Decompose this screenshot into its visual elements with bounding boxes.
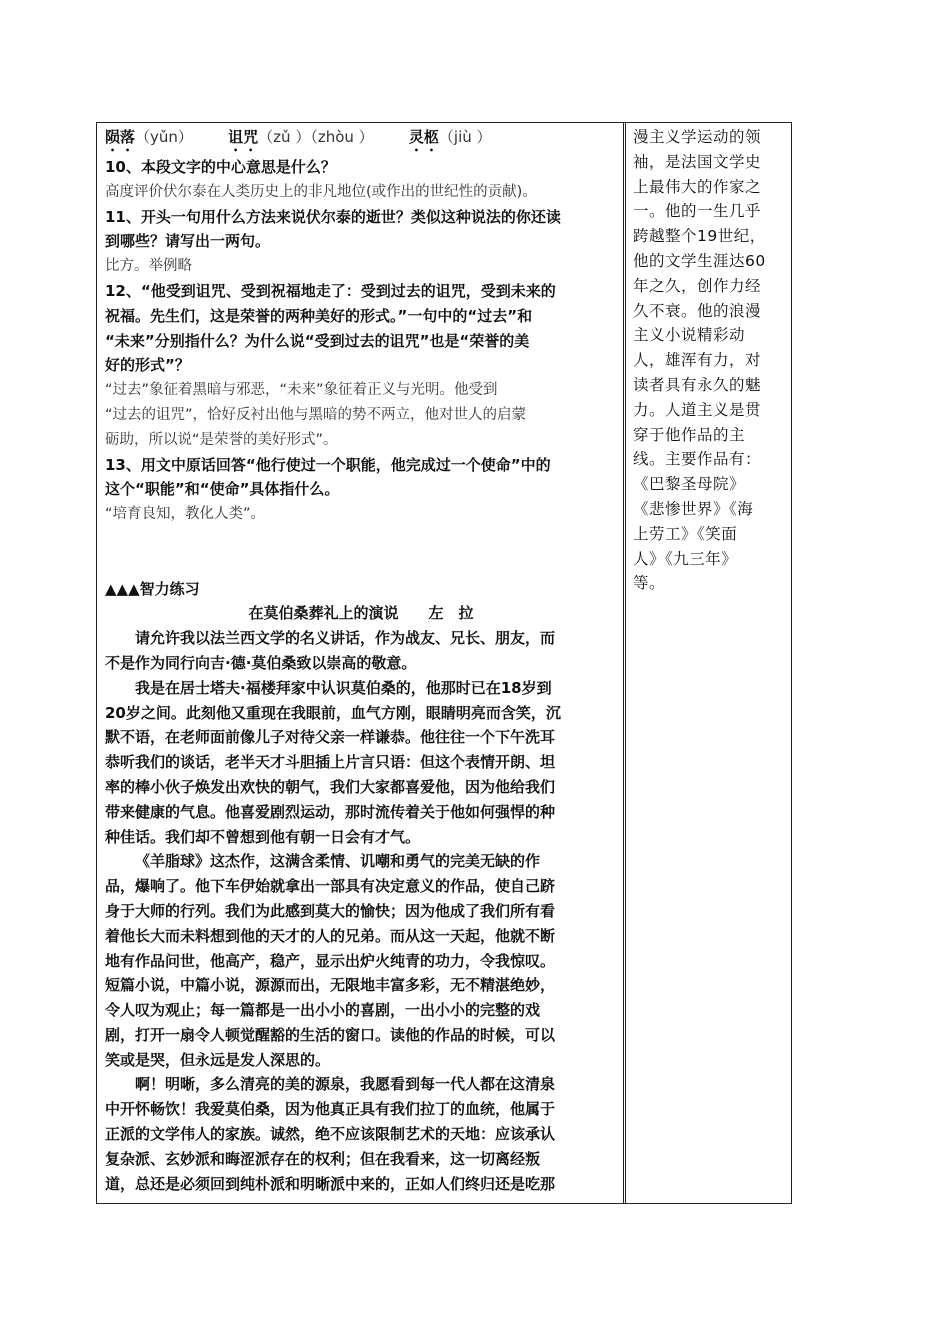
sidebar-line: 力。人道主义是贯 (633, 400, 762, 419)
question-line: “未来”分别指什么？为什么说“受到过去的诅咒”也是“荣誉的美 (105, 331, 530, 350)
essay-line: 笑或是哭，但永远是发人深思的。 (105, 1050, 331, 1069)
question-line: 这个“职能”和“使命”具体指什么。 (105, 480, 340, 499)
main-column (105, 125, 617, 1196)
document-table (96, 122, 792, 1204)
sidebar-line: 等。 (633, 574, 666, 593)
question-line: 到哪些？请写出一两句。 (105, 232, 271, 251)
essay-title: 在莫伯桑葬礼上的演说 (248, 604, 399, 623)
sidebar-line: 线。主要作品有： (633, 450, 762, 469)
essay-line: 复杂派、玄妙派和晦涩派存在的权利；但在我看来，这一切离经叛 (105, 1149, 541, 1168)
sidebar-line: 读者具有永久的魅 (633, 375, 762, 394)
column-divider (625, 123, 626, 1203)
essay-line: 身于大师的行列。我们为此感到莫大的愉快；因为他成了我们所有看 (105, 901, 556, 920)
question-line: 好的形式”？ (105, 356, 190, 375)
essay-line: 请允许我以法兰西文学的名义讲话，作为战友、兄长、朋友，而 (135, 629, 556, 648)
essay-line: 短篇小说，中篇小说，源源而出，无限地丰富多彩，无不精湛绝妙， (105, 976, 556, 995)
essay-body (105, 626, 617, 1196)
answer-line: “过去”象征着黑暗与邪恶，“未来”象征着正义与光明。他受到 (105, 382, 498, 399)
sidebar-line: 穿于他作品的主 (633, 425, 746, 444)
sidebar-line: 上最伟大的作家之 (633, 177, 762, 196)
sidebar-line: 久不衰。他的浪漫 (633, 301, 762, 320)
sidebar-line: 人》《九三年》 (633, 549, 738, 568)
essay-line: 正派的文学伟人的家族。诚然，绝不应该限制艺术的天地：应该承认 (105, 1125, 556, 1144)
sidebar-line: 《巴黎圣母院》 (633, 475, 746, 494)
essay-line: 不是作为同行向吉·德·莫伯桑致以崇高的敬意。 (105, 653, 417, 672)
essay-line: 中开怀畅饮！我爱莫伯桑，因为他真正具有我们拉丁的血统，他属于 (105, 1100, 556, 1119)
sidebar-line: 《悲惨世界》《海 (633, 499, 754, 518)
sidebar-line: 漫主义学运动的领 (633, 128, 762, 146)
sidebar-line: 主义小说精彩动 (633, 326, 746, 345)
essay-line: 率的棒小伙子焕发出欢快的朝气，我们大家都喜爱他，因为他给我们 (105, 777, 556, 796)
essay-line: 啊！明晰，多么清亮的美的源泉，我愿看到每一代人都在这清泉 (135, 1075, 556, 1094)
sidebar-line: 跨越整个19世纪， (633, 227, 766, 246)
essay-line: 我是在居士塔夫·福楼拜家中认识莫伯桑的，他那时已在18岁到 (135, 678, 552, 697)
sidebar-line: 一。他的一生几乎 (633, 202, 762, 221)
answer-line: “过去的诅咒”，恰好反衬出他与黑暗的势不两立，他对世人的启蒙 (105, 406, 527, 423)
column-divider-inner (623, 123, 624, 1203)
sidebar-notes (633, 125, 785, 596)
essay-title-line (105, 601, 617, 626)
vocab-pinyin: （jiù ） (438, 128, 492, 146)
sidebar-line: 人，雄浑有力，对 (633, 351, 762, 370)
answer-line: 比方。举例略 (105, 258, 192, 275)
question-line: 10、本段文字的中心意思是什么？ (105, 158, 336, 176)
essay-line: 恭听我们的谈话，老半天才斗胆插上片言只语：但这个表情开朗、坦 (105, 753, 556, 772)
sidebar-line: 袖，是法国文学史 (633, 152, 762, 171)
essay-line: 品，爆响了。他下车伊始就拿出一部具有决定意义的作品，使自己跻 (105, 877, 556, 896)
vocab-pinyin: （zǔ ）（zhòu ） (258, 128, 374, 146)
essay-line: 令人叹为观止；每一篇都是一出小小的喜剧，一出小小的完整的戏 (105, 1001, 541, 1020)
vocab-word: 诅咒 (228, 128, 259, 146)
vocab-word: 灵柩 (408, 128, 439, 146)
question-line: 祝福。先生们，这是荣誉的两种美好的形式。”一句中的“过去”和 (105, 306, 533, 325)
essay-line: 地有作品问世，他高产，稳产，显示出炉火纯青的功力，令我惊叹。 (105, 951, 556, 970)
answer-line: “培育良知，教化人类”。 (105, 506, 266, 523)
question-line: 12、“他受到诅咒、受到祝福地走了：受到过去的诅咒，受到未来的 (105, 281, 556, 300)
question-line: 11、开头一句用什么方法来说伏尔泰的逝世？类似这种说法的你还读 (105, 207, 561, 226)
essay-line: 着他长大而未料想到他的天才的人的兄弟。而从这一天起，他就不断 (105, 926, 556, 945)
sidebar-line: 年之久，创作力经 (633, 276, 762, 295)
sidebar-line: 他的文学生涯达60 (633, 251, 766, 270)
essay-line: 20岁之间。此刻他又重现在我眼前，血气方刚，眼睛明亮而含笑，沉 (105, 703, 561, 722)
question-line: 13、用文中原话回答“他行使过一个职能，他完成过一个使命”中的 (105, 455, 551, 474)
answer-line: 高度评价伏尔泰在人类历史上的非凡地位(或作出的世纪性的贡献)。 (105, 183, 537, 200)
answer-line: 砺助，所以说“是荣誉的美好形式”。 (105, 431, 338, 448)
essay-author: 左 拉 (428, 604, 474, 623)
essay-line: 带来健康的气息。他喜爱剧烈运动，那时流传着关于他如何强悍的种 (105, 802, 556, 821)
essay-line: 剧，打开一扇令人顿觉醒豁的生活的窗口。读他的作品的时候，可以 (105, 1025, 556, 1044)
sidebar-line: 上劳工》《笑面 (633, 524, 738, 543)
essay-line: 道，总还是必须回到纯朴派和明晰派中来的，正如人们终归还是吃那 (105, 1174, 556, 1193)
vocab-line (105, 125, 617, 155)
essay-line: 默不语，在老师面前像儿子对待父亲一样谦恭。他往往一个下午洗耳 (105, 728, 556, 747)
essay-line: 《羊脂球》这杰作，这满含柔情、讥嘲和勇气的完美无缺的作 (135, 852, 541, 871)
vocab-word: 陨落 (105, 128, 136, 146)
section-heading: ▲▲▲智力练习 (105, 579, 200, 598)
essay-line: 种佳话。我们却不曾想到他有朝一日会有才气。 (105, 827, 421, 846)
vocab-pinyin: （yǔn） (135, 128, 193, 146)
